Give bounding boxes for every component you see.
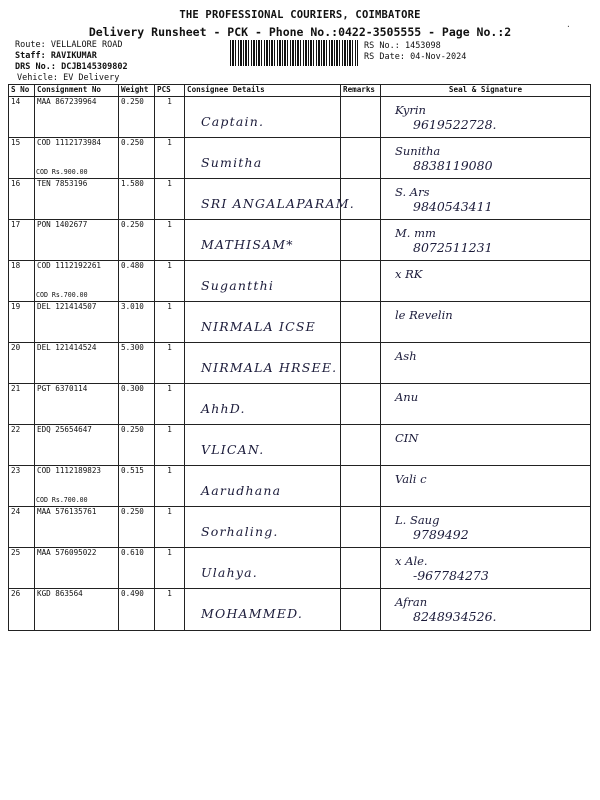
table-row bbox=[9, 343, 591, 384]
pcs-text: 1 bbox=[167, 589, 172, 598]
weight-text: 1.580 bbox=[121, 179, 144, 188]
cell-pcs bbox=[155, 466, 185, 507]
cell-consignment bbox=[35, 179, 119, 220]
consignee-handwriting: MATHISAM* bbox=[201, 237, 294, 252]
cell-weight bbox=[119, 179, 155, 220]
cell-signature bbox=[381, 302, 591, 343]
phone-handwriting: -967784273 bbox=[413, 568, 489, 583]
cell-consignee bbox=[185, 220, 341, 261]
consignment-number: COD 1112189823 bbox=[37, 466, 102, 475]
consignee-handwriting: AhhD. bbox=[201, 401, 246, 416]
signature-handwriting: x Ale. bbox=[395, 554, 428, 568]
sno-text: 14 bbox=[11, 97, 21, 106]
cell-consignee bbox=[185, 138, 341, 179]
pcs-text: 1 bbox=[167, 548, 172, 557]
table-row bbox=[9, 425, 591, 466]
rs-no-value: 1453098 bbox=[404, 41, 441, 51]
signature-handwriting: Anu bbox=[395, 390, 419, 404]
signature-handwriting: Vali c bbox=[395, 472, 427, 486]
sno-text: 16 bbox=[11, 179, 21, 188]
runsheet-table bbox=[8, 84, 591, 631]
cell-sno bbox=[9, 138, 35, 179]
pcs-text: 1 bbox=[167, 343, 172, 352]
sno-text: 26 bbox=[11, 589, 21, 598]
cell-pcs bbox=[155, 548, 185, 589]
table-row bbox=[9, 589, 591, 631]
table-row bbox=[9, 179, 591, 220]
cell-sno bbox=[9, 302, 35, 343]
signature-handwriting: L. Saug bbox=[395, 513, 440, 527]
pcs-text: 1 bbox=[167, 302, 172, 311]
pcs-text: 1 bbox=[167, 179, 172, 188]
cell-sno bbox=[9, 466, 35, 507]
cell-consignment bbox=[35, 343, 119, 384]
cod-amount: COD Rs.900.00 bbox=[36, 168, 88, 176]
consignee-handwriting: Sorhaling. bbox=[201, 524, 279, 539]
rs-no-label: RS No.: bbox=[364, 41, 400, 51]
signature-handwriting: Afran bbox=[395, 595, 428, 609]
table-row bbox=[9, 261, 591, 302]
cell-sno bbox=[9, 220, 35, 261]
weight-text: 0.610 bbox=[121, 548, 144, 557]
signature-handwriting: Ash bbox=[395, 349, 417, 363]
cell-weight bbox=[119, 261, 155, 302]
staff-value: RAVIKUMAR bbox=[50, 51, 97, 61]
signature-handwriting: le Revelin bbox=[395, 308, 453, 322]
staff-line bbox=[15, 51, 97, 61]
cell-consignee bbox=[185, 261, 341, 302]
consignee-handwriting: SRI ANGALAPARAM. bbox=[201, 196, 355, 211]
cell-remarks bbox=[341, 138, 381, 179]
cell-remarks bbox=[341, 261, 381, 302]
weight-text: 0.250 bbox=[121, 138, 144, 147]
cell-pcs bbox=[155, 261, 185, 302]
weight-text: 0.250 bbox=[121, 97, 144, 106]
cell-consignee bbox=[185, 179, 355, 220]
cell-consignee bbox=[185, 343, 341, 384]
weight-text: 5.300 bbox=[121, 343, 144, 352]
consignee-handwriting: NIRMALA ICSE bbox=[201, 319, 317, 334]
cell-sno bbox=[9, 179, 35, 220]
cell-pcs bbox=[155, 97, 185, 138]
cell-remarks bbox=[341, 548, 381, 589]
consignment-number: COD 1112173984 bbox=[37, 138, 102, 147]
sno-text: 18 bbox=[11, 261, 21, 270]
cell-weight bbox=[119, 220, 155, 261]
sno-text: 15 bbox=[11, 138, 21, 147]
cell-weight bbox=[119, 466, 155, 507]
cell-consignment bbox=[35, 220, 119, 261]
consignment-number: MAA 576135761 bbox=[37, 507, 97, 516]
rs-date-label: RS Date: bbox=[364, 52, 405, 62]
drs-line bbox=[15, 62, 128, 72]
pcs-text: 1 bbox=[167, 97, 172, 106]
sno-text: 23 bbox=[11, 466, 21, 475]
cell-consignee bbox=[185, 425, 341, 466]
cell-sno bbox=[9, 97, 35, 138]
consignment-number: MAA 867239964 bbox=[37, 97, 97, 106]
consignment-number: EDQ 25654647 bbox=[37, 425, 92, 434]
cod-amount: COD Rs.700.00 bbox=[36, 291, 88, 299]
consignment-number: PON 1402677 bbox=[37, 220, 88, 229]
cell-consignment bbox=[35, 261, 119, 302]
cell-remarks bbox=[341, 343, 381, 384]
cell-weight bbox=[119, 507, 155, 548]
signature-handwriting: Kyrin bbox=[395, 103, 426, 117]
cell-consignment bbox=[35, 466, 119, 507]
consignee-handwriting: Captain. bbox=[201, 114, 265, 129]
phone-handwriting: 9840543411 bbox=[413, 199, 493, 214]
cell-sno bbox=[9, 384, 35, 425]
consignee-handwriting: Sumitha bbox=[201, 155, 263, 170]
table-row bbox=[9, 384, 591, 425]
cell-remarks bbox=[341, 425, 381, 466]
rs-date-line bbox=[364, 52, 466, 62]
vehicle-value: EV Delivery bbox=[63, 73, 120, 83]
consignee-handwriting: NIRMALA HRSEE. bbox=[201, 360, 338, 375]
cell-sno bbox=[9, 507, 35, 548]
rs-no-line bbox=[364, 41, 441, 51]
cell-signature bbox=[381, 589, 591, 631]
signature-handwriting: M. mm bbox=[395, 226, 436, 240]
cell-remarks bbox=[341, 97, 381, 138]
cell-sno bbox=[9, 343, 35, 384]
consignment-number: TEN 7853196 bbox=[37, 179, 88, 188]
cell-consignment bbox=[35, 425, 119, 466]
cell-pcs bbox=[155, 425, 185, 466]
col-header-consignment: Consignment No bbox=[35, 85, 119, 97]
pcs-text: 1 bbox=[167, 138, 172, 147]
cell-pcs bbox=[155, 384, 185, 425]
consignee-handwriting: Aarudhana bbox=[201, 483, 282, 498]
weight-text: 0.250 bbox=[121, 425, 144, 434]
col-header-weight: Weight bbox=[119, 85, 155, 97]
cell-signature bbox=[381, 220, 591, 261]
cell-weight bbox=[119, 589, 155, 631]
signature-handwriting: x RK bbox=[395, 267, 423, 281]
col-header-sno: S No bbox=[9, 85, 35, 97]
cell-pcs bbox=[155, 507, 185, 548]
sno-text: 21 bbox=[11, 384, 21, 393]
cell-consignee bbox=[185, 589, 341, 631]
signature-handwriting: CIN bbox=[395, 431, 419, 445]
cell-weight bbox=[119, 548, 155, 589]
consignment-number: COD 1112192261 bbox=[37, 261, 102, 270]
col-header-pcs: PCS bbox=[155, 85, 185, 97]
pcs-text: 1 bbox=[167, 466, 172, 475]
cell-consignee bbox=[185, 97, 341, 138]
cell-sno bbox=[9, 425, 35, 466]
signature-handwriting: S. Ars bbox=[395, 185, 430, 199]
cell-weight bbox=[119, 425, 155, 466]
cell-consignee bbox=[185, 548, 341, 589]
phone-handwriting: 8072511231 bbox=[413, 240, 493, 255]
table-row bbox=[9, 466, 591, 507]
cod-amount: COD Rs.700.00 bbox=[36, 496, 88, 504]
consignee-handwriting: Ulahya. bbox=[201, 565, 258, 580]
cell-sno bbox=[9, 261, 35, 302]
cell-signature bbox=[381, 138, 591, 179]
table-header-row bbox=[9, 85, 591, 97]
table-row bbox=[9, 302, 591, 343]
cell-remarks bbox=[341, 589, 381, 631]
cell-consignment bbox=[35, 589, 119, 631]
cell-weight bbox=[119, 384, 155, 425]
phone-handwriting: 8248934526. bbox=[413, 609, 497, 624]
pcs-text: 1 bbox=[167, 261, 172, 270]
sno-text: 22 bbox=[11, 425, 21, 434]
route-value: VELLALORE ROAD bbox=[50, 40, 123, 50]
cell-signature bbox=[381, 466, 591, 507]
cell-pcs bbox=[155, 138, 185, 179]
consignment-number: PGT 6370114 bbox=[37, 384, 88, 393]
cell-pcs bbox=[155, 220, 185, 261]
runsheet-subtitle: Delivery Runsheet - PCK - Phone No.:0422-3505555 - Page No.:2 bbox=[88, 25, 512, 39]
table-row bbox=[9, 220, 591, 261]
sno-text: 20 bbox=[11, 343, 21, 352]
consignment-number: DEL 121414507 bbox=[37, 302, 97, 311]
col-header-consignee: Consignee Details bbox=[185, 85, 341, 97]
route-line bbox=[15, 40, 123, 50]
cell-remarks bbox=[341, 220, 381, 261]
weight-text: 0.515 bbox=[121, 466, 144, 475]
sno-text: 19 bbox=[11, 302, 21, 311]
col-header-signature: Seal & Signature bbox=[381, 85, 591, 97]
cell-weight bbox=[119, 343, 155, 384]
weight-text: 0.490 bbox=[121, 589, 144, 598]
weight-text: 0.300 bbox=[121, 384, 144, 393]
cell-remarks bbox=[341, 384, 381, 425]
cell-consignment bbox=[35, 138, 119, 179]
pcs-text: 1 bbox=[167, 425, 172, 434]
cell-remarks bbox=[341, 466, 381, 507]
sno-text: 24 bbox=[11, 507, 21, 516]
cell-weight bbox=[119, 138, 155, 179]
col-header-remarks: Remarks bbox=[341, 85, 381, 97]
sno-text: 25 bbox=[11, 548, 21, 557]
consignment-number: DEL 121414524 bbox=[37, 343, 97, 352]
cell-signature bbox=[381, 343, 591, 384]
consignment-number: MAA 576095022 bbox=[37, 548, 97, 557]
weight-text: 0.250 bbox=[121, 507, 144, 516]
vehicle-line bbox=[17, 73, 119, 83]
cell-consignee bbox=[185, 466, 341, 507]
consignee-handwriting: VLICAN. bbox=[201, 442, 265, 457]
phone-handwriting: 8838119080 bbox=[413, 158, 493, 173]
table-row bbox=[9, 507, 591, 548]
cell-pcs bbox=[155, 302, 185, 343]
cell-pcs bbox=[155, 179, 185, 220]
rs-date-value: 04-Nov-2024 bbox=[410, 52, 467, 62]
cell-consignee bbox=[185, 302, 341, 343]
phone-handwriting: 9789492 bbox=[413, 527, 469, 542]
cell-consignment bbox=[35, 548, 119, 589]
cell-consignee bbox=[185, 507, 341, 548]
table-row bbox=[9, 548, 591, 589]
cell-signature bbox=[381, 179, 591, 220]
drs-label: DRS No.: bbox=[15, 62, 56, 72]
weight-text: 3.010 bbox=[121, 302, 144, 311]
cell-consignment bbox=[35, 302, 119, 343]
pcs-text: 1 bbox=[167, 220, 172, 229]
cell-signature bbox=[381, 97, 591, 138]
corner-mark: . bbox=[566, 20, 571, 29]
pcs-text: 1 bbox=[167, 384, 172, 393]
cell-remarks bbox=[341, 302, 381, 343]
phone-handwriting: 9619522728. bbox=[413, 117, 497, 132]
cell-sno bbox=[9, 548, 35, 589]
table-row bbox=[9, 138, 591, 179]
cell-signature bbox=[381, 507, 591, 548]
barcode-graphic bbox=[230, 40, 358, 66]
consignment-number: KGD 863564 bbox=[37, 589, 83, 598]
cell-consignment bbox=[35, 384, 119, 425]
weight-text: 0.480 bbox=[121, 261, 144, 270]
cell-remarks bbox=[341, 507, 381, 548]
signature-handwriting: Sunitha bbox=[395, 144, 441, 158]
cell-signature bbox=[381, 384, 591, 425]
cell-weight bbox=[119, 97, 155, 138]
cell-signature bbox=[381, 425, 591, 466]
cell-consignee bbox=[185, 384, 341, 425]
vehicle-label: Vehicle: bbox=[17, 73, 58, 83]
drs-value: DCJB145309802 bbox=[61, 62, 128, 72]
consignee-handwriting: MOHAMMED. bbox=[201, 606, 304, 621]
cell-pcs bbox=[155, 343, 185, 384]
cell-consignment bbox=[35, 507, 119, 548]
cell-signature bbox=[381, 548, 591, 589]
cell-weight bbox=[119, 302, 155, 343]
route-label: Route: bbox=[15, 40, 46, 50]
company-title: THE PROFESSIONAL COURIERS, COIMBATORE bbox=[179, 9, 421, 21]
consignee-handwriting: Sugantthi bbox=[201, 278, 275, 293]
cell-sno bbox=[9, 589, 35, 631]
sno-text: 17 bbox=[11, 220, 21, 229]
cell-signature bbox=[381, 261, 591, 302]
pcs-text: 1 bbox=[167, 507, 172, 516]
cell-consignment bbox=[35, 97, 119, 138]
table-row bbox=[9, 97, 591, 138]
staff-label: Staff: bbox=[15, 51, 46, 61]
cell-pcs bbox=[155, 589, 185, 631]
weight-text: 0.250 bbox=[121, 220, 144, 229]
